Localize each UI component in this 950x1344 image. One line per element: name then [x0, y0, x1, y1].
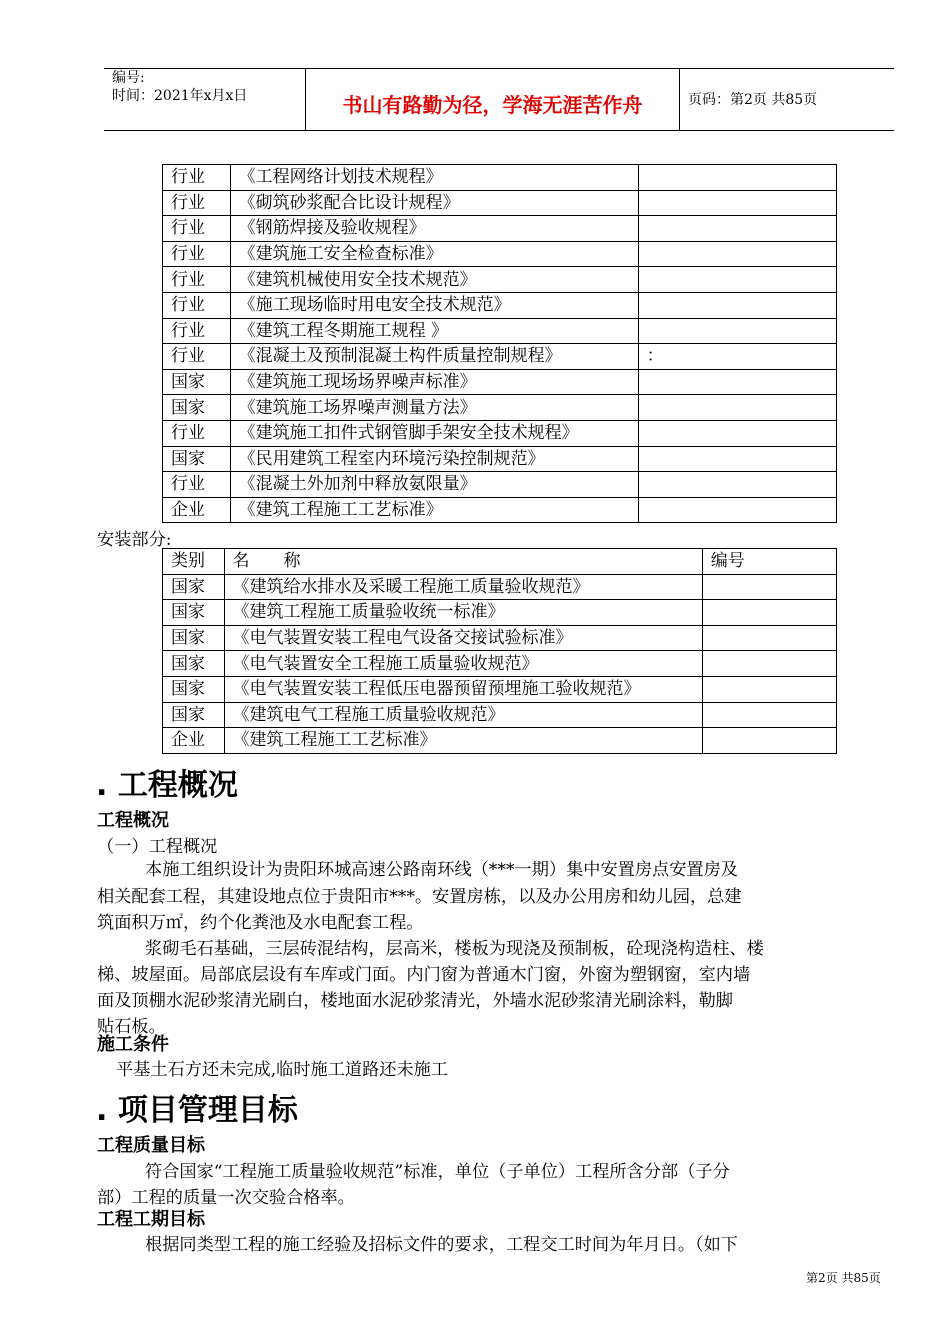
code-cell: [702, 676, 836, 702]
standards-table: [162, 164, 837, 523]
category-cell: 行业: [163, 267, 231, 293]
code-cell: [702, 651, 836, 677]
name-cell: 《建筑施工场界噪声测量方法》: [230, 395, 638, 421]
name-cell: 《建筑工程施工工艺标准》: [230, 497, 638, 523]
category-cell: 行业: [163, 318, 231, 344]
table-header-row: [163, 549, 837, 575]
code-cell: ：: [638, 344, 836, 370]
code-cell: [638, 395, 836, 421]
table-row: [163, 241, 837, 267]
name-cell: 《工程网络计划技术规程》: [230, 165, 638, 191]
name-cell: 《建筑电气工程施工质量验收规范》: [224, 702, 702, 728]
code-cell: [638, 318, 836, 344]
name-cell: 《混凝土及预制混凝土构件质量控制规程》: [230, 344, 638, 370]
subheading-schedule: 工程工期目标: [97, 1209, 205, 1230]
code-cell: [638, 190, 836, 216]
category-cell: 行业: [163, 344, 231, 370]
name-cell: 《电气装置安装工程电气设备交接试验标准》: [224, 625, 702, 651]
table-row: [163, 267, 837, 293]
header-motto-cell: [306, 69, 680, 130]
category-cell: 企业: [163, 728, 225, 754]
name-cell: 《砌筑砂浆配合比设计规程》: [230, 190, 638, 216]
quality-para-line: 部）工程的质量一次交验合格率。: [97, 1188, 355, 1208]
overview-para-line: 相关配套工程，其建设地点位于贵阳市***。安置房栋，以及办公用房和幼儿园，总建: [97, 887, 742, 907]
overview-para-line: 筑面积万㎡，约个化粪池及水电配套工程。: [97, 913, 424, 933]
table-row: [163, 651, 837, 677]
table-row: [163, 165, 837, 191]
header-meta: [104, 69, 306, 130]
overview-para-line: 本施工组织设计为贵阳环城高速公路南环线（***一期）集中安置房点安置房及: [145, 860, 738, 880]
subheading-conditions: 施工条件: [97, 1034, 169, 1055]
category-cell: 行业: [163, 190, 231, 216]
serial-label: 编号:: [112, 70, 145, 86]
subheading-overview: 工程概况: [97, 810, 169, 831]
table-row: [163, 420, 837, 446]
section-title-overview: . 工程概况: [96, 768, 238, 803]
name-cell: 《建筑施工现场场界噪声标准》: [230, 369, 638, 395]
time-label: 时间：2021年x月x日: [112, 88, 248, 104]
category-cell: 行业: [163, 292, 231, 318]
table-row: [163, 292, 837, 318]
table-row: [163, 574, 837, 600]
code-cell: [638, 369, 836, 395]
header-page-cell: [680, 69, 894, 130]
table-row: [163, 318, 837, 344]
code-cell: [702, 702, 836, 728]
name-cell: 《建筑工程施工工艺标准》: [224, 728, 702, 754]
table-row: [163, 625, 837, 651]
code-cell: [638, 165, 836, 191]
code-cell: [638, 216, 836, 242]
category-cell: 国家: [163, 446, 231, 472]
code-cell: [702, 625, 836, 651]
category-cell: 行业: [163, 165, 231, 191]
table-row: [163, 190, 837, 216]
name-cell: 《电气装置安全工程施工质量验收规范》: [224, 651, 702, 677]
category-cell: 国家: [163, 574, 225, 600]
subheading-quality: 工程质量目标: [97, 1135, 205, 1156]
category-cell: 国家: [163, 395, 231, 421]
name-cell: 《钢筋焊接及验收规程》: [230, 216, 638, 242]
table-row: [163, 728, 837, 754]
name-cell: 《建筑机械使用安全技术规范》: [230, 267, 638, 293]
code-cell: [638, 472, 836, 498]
table-row: [163, 497, 837, 523]
header-motto: 书山有路勤为径，学海无涯苦作舟: [342, 93, 643, 117]
table-row: [163, 395, 837, 421]
category-cell: 行业: [163, 420, 231, 446]
section-title-goals: . 项目管理目标: [96, 1093, 298, 1128]
header-category-cell: 类别: [163, 549, 225, 575]
schedule-para: 根据同类型工程的施工经验及招标文件的要求，工程交工时间为年月日。（如下: [145, 1235, 738, 1255]
name-cell: 《建筑给水排水及采暖工程施工质量验收规范》: [224, 574, 702, 600]
category-cell: 行业: [163, 472, 231, 498]
table-row: [163, 216, 837, 242]
code-cell: [638, 420, 836, 446]
table-row: [163, 369, 837, 395]
table-row: [163, 702, 837, 728]
structure-para-line: 梯、坡屋面。局部底层设有车库或门面。内门窗为普通木门窗，外窗为塑钢窗，室内墙: [97, 965, 751, 985]
table-row: [163, 472, 837, 498]
category-cell: 行业: [163, 241, 231, 267]
code-cell: [702, 574, 836, 600]
category-cell: 国家: [163, 676, 225, 702]
code-cell: [638, 497, 836, 523]
code-cell: [638, 241, 836, 267]
code-cell: [638, 292, 836, 318]
category-cell: 国家: [163, 369, 231, 395]
table-row: [163, 344, 837, 370]
name-cell: 《民用建筑工程室内环境污染控制规范》: [230, 446, 638, 472]
quality-para-line: 符合国家“工程施工质量验收规范”标准，单位（子单位）工程所含分部（子分: [145, 1162, 730, 1182]
structure-para-line: 浆砌毛石基础，三层砖混结构，层高米，楼板为现浇及预制板，砼现浇构造柱、楼: [145, 939, 764, 959]
table-row: [163, 600, 837, 626]
category-cell: 企业: [163, 497, 231, 523]
category-cell: 国家: [163, 702, 225, 728]
code-cell: [702, 728, 836, 754]
page-header: [104, 68, 894, 131]
header-page-info: 页码：第2页 共85页: [688, 92, 818, 108]
footer-page-number: 第2页 共85页: [806, 1271, 881, 1285]
structure-para-line: 面及顶棚水泥砂浆清光刷白，楼地面水泥砂浆清光，外墙水泥砂浆清光刷涂料，勒脚: [97, 991, 733, 1011]
name-cell: 《电气装置安装工程低压电器预留预埋施工验收规范》: [224, 676, 702, 702]
overview-label: （一）工程概况: [97, 837, 218, 857]
category-cell: 国家: [163, 651, 225, 677]
code-cell: [702, 600, 836, 626]
header-code-cell: 编号: [702, 549, 836, 575]
name-cell: 《施工现场临时用电安全技术规范》: [230, 292, 638, 318]
category-cell: 国家: [163, 600, 225, 626]
table-row: [163, 446, 837, 472]
table-row: [163, 676, 837, 702]
install-standards-table: [162, 548, 837, 754]
name-cell: 《建筑施工安全检查标准》: [230, 241, 638, 267]
conditions-para: 平基土石方还未完成,临时施工道路还未施工: [116, 1060, 449, 1080]
name-cell: 《建筑工程施工质量验收统一标准》: [224, 600, 702, 626]
code-cell: [638, 267, 836, 293]
category-cell: 国家: [163, 625, 225, 651]
header-name-cell: 名 称: [224, 549, 702, 575]
name-cell: 《混凝土外加剂中释放氨限量》: [230, 472, 638, 498]
install-section-label: 安装部分:: [97, 530, 172, 550]
code-cell: [638, 446, 836, 472]
category-cell: 行业: [163, 216, 231, 242]
name-cell: 《建筑施工扣件式钢管脚手架安全技术规程》: [230, 420, 638, 446]
name-cell: 《建筑工程冬期施工规程 》: [230, 318, 638, 344]
structure-para-line: 贴石板。: [97, 1017, 166, 1037]
